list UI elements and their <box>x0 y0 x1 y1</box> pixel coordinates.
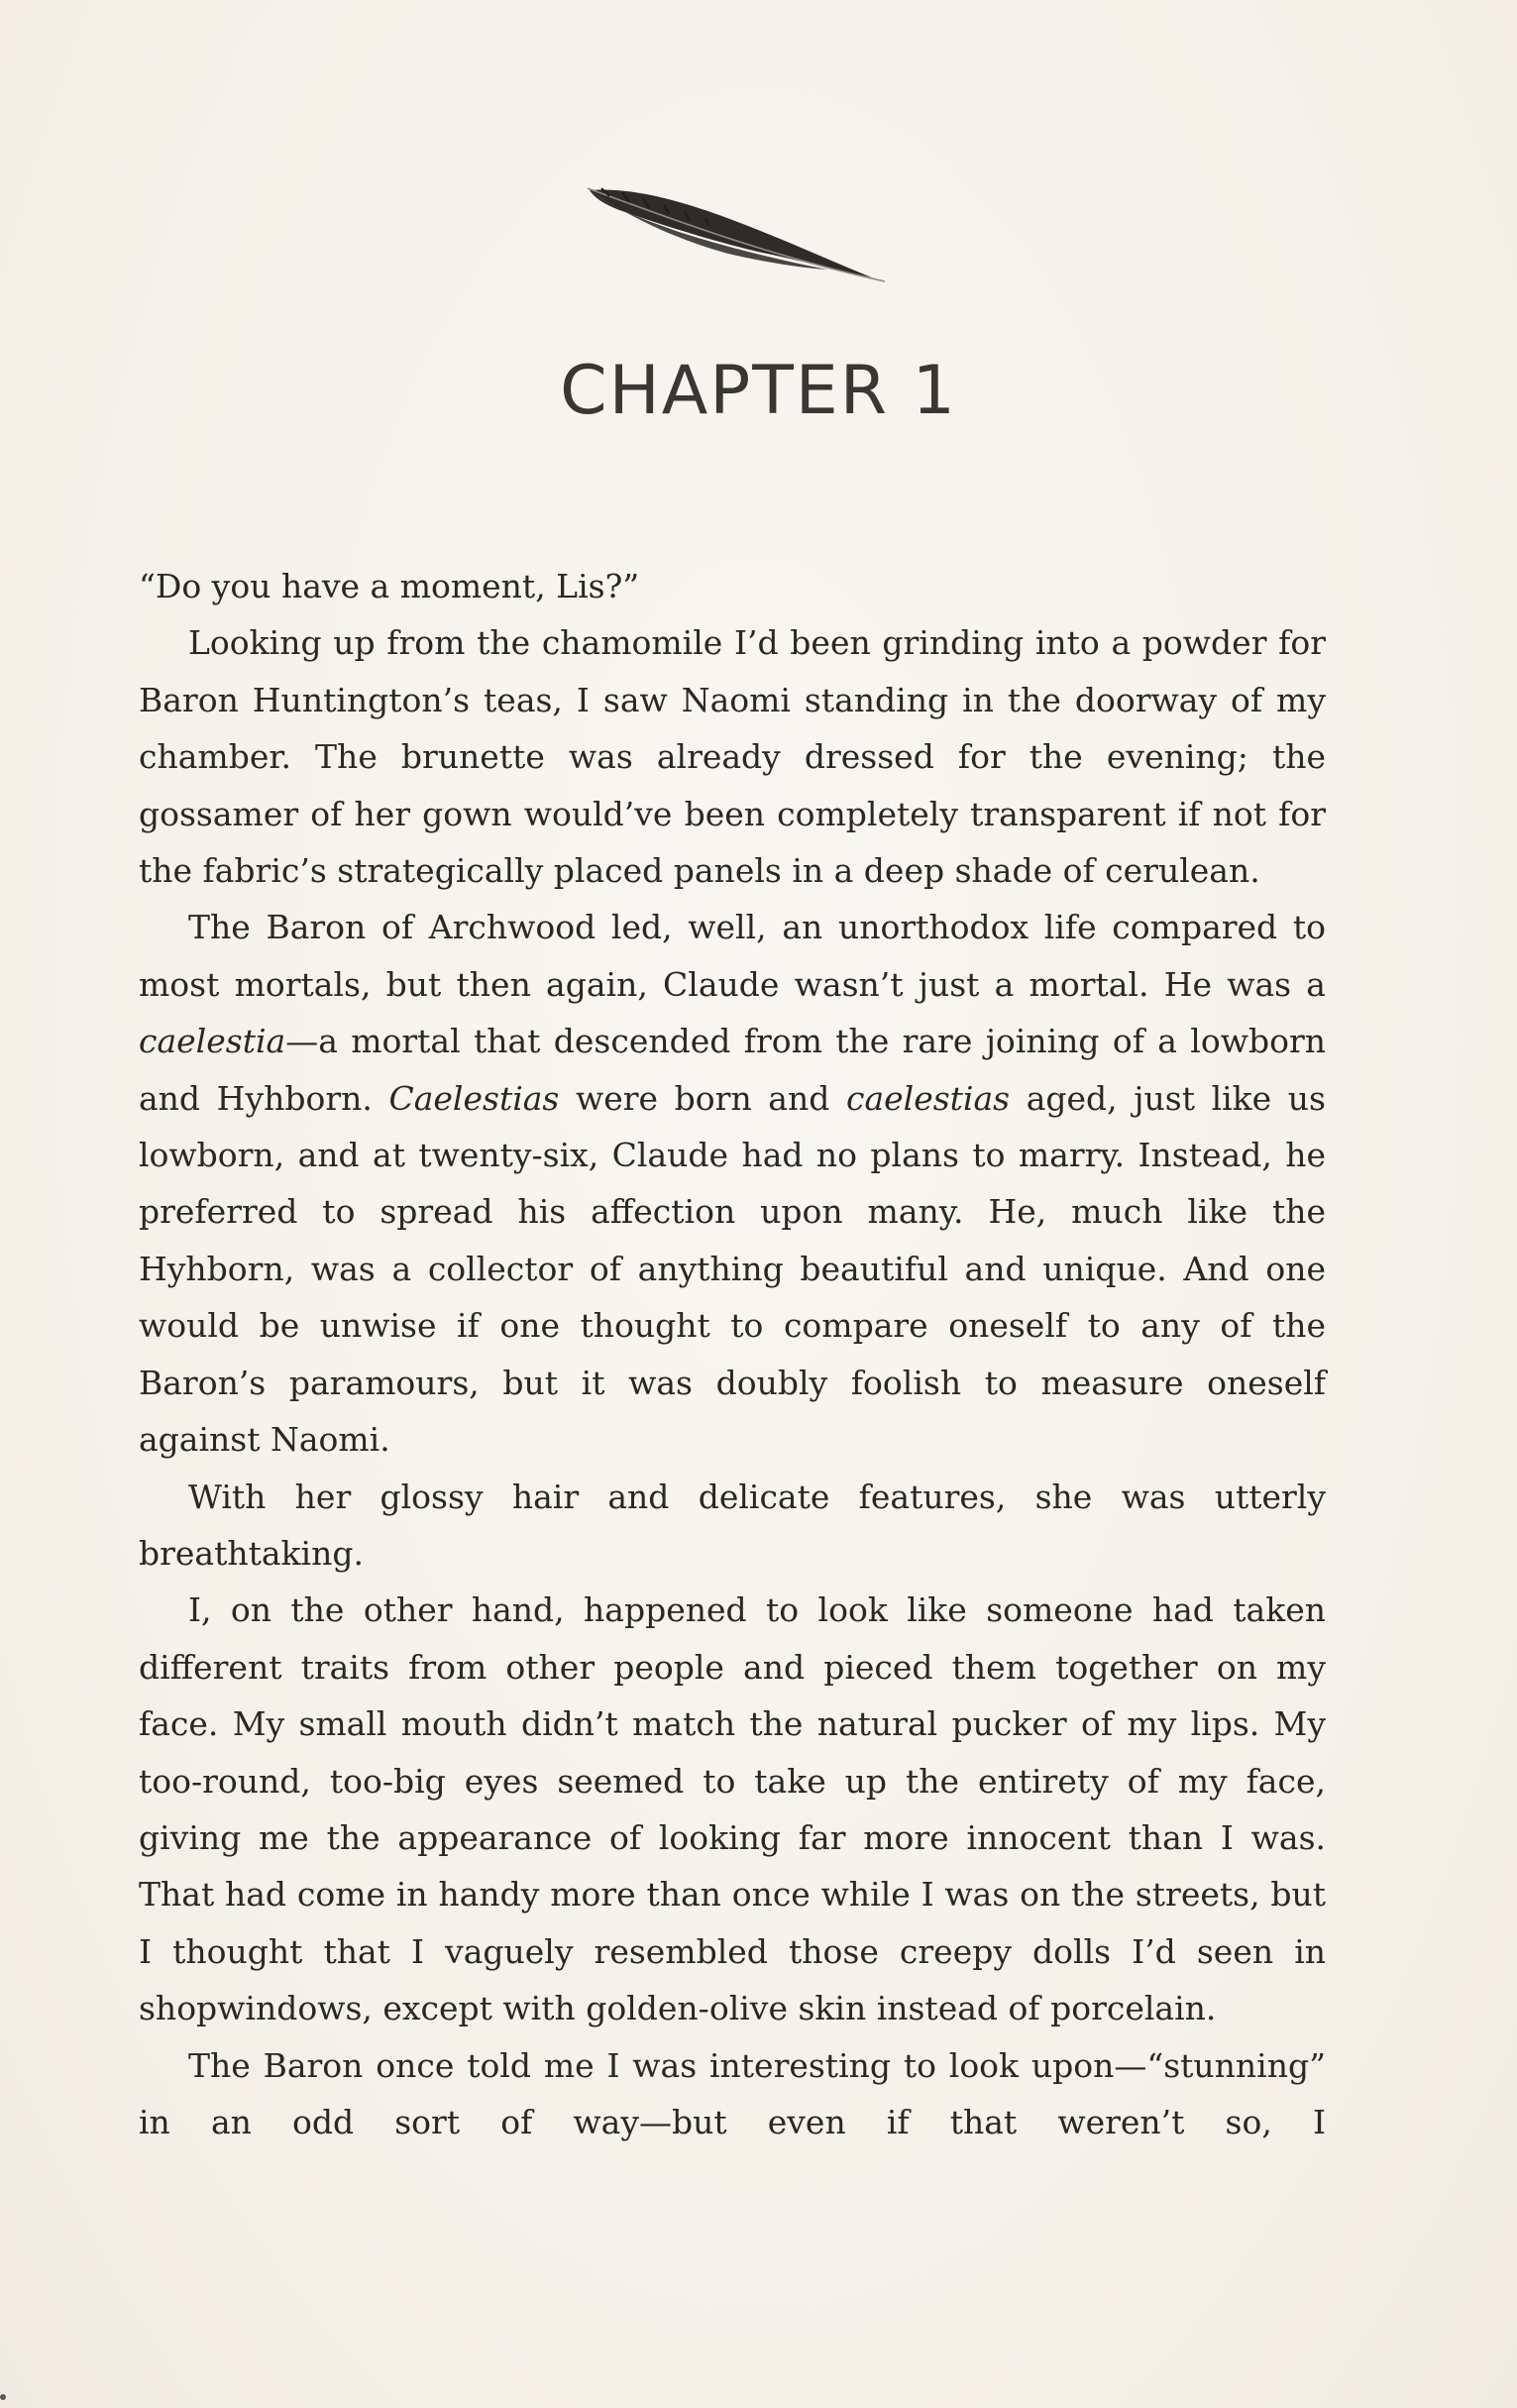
paragraph <box>139 558 1326 614</box>
text-run: I, on the other hand, happened to look like someone had taken different traits from other people and pieced them together on my face. My small mouth didn’t match the natural pucker of my lips. My too-round, too-big eyes seemed to take up the entirety of my face, giving me the appearance of looking far more innocent than I was. That had come in handy more than once while I was on the streets, but I thought that I vaguely resembled those creepy dolls I’d seen in shopwindows, except with golden-olive skin instead of porcelain. <box>139 1590 1326 2028</box>
text-run: were born and <box>559 1078 846 1118</box>
text-run: The Baron of Archwood led, well, an unorthodox life compared to most mortals, but then again, Claude wasn’t just a mortal. He was a <box>139 908 1326 1004</box>
italic-term: caelestia <box>139 1022 286 1061</box>
page-speck <box>0 2394 6 2400</box>
paragraph <box>139 2037 1326 2151</box>
text-run: The Baron once told me I was interesting to look upon—“stunning” in an odd sort of way—but even if that weren’t so, I <box>139 2045 1326 2141</box>
text-run: With her glossy hair and delicate features, she was utterly breathtaking. <box>139 1477 1326 1573</box>
paragraph <box>139 1582 1326 2036</box>
paragraph <box>139 1469 1326 1583</box>
body-text <box>139 558 1326 2150</box>
italic-term: caelestias <box>845 1078 1011 1118</box>
paragraph <box>139 899 1326 1468</box>
text-run: Looking up from the chamomile I’d been grinding into a powder for Baron Huntington’s teas, I saw Naomi standing in the doorway of my chamber. The brunette was already dressed for the evening; the gossamer of her gown would’ve been completely transparent if not for the fabric’s strategically placed panels in a deep shade of cerulean. <box>139 623 1326 891</box>
paragraph <box>139 614 1326 899</box>
italic-term: Caelestias <box>388 1078 560 1118</box>
text-run: aged, just like us lowborn, and at twenty-six, Claude had no plans to marry. Instead, he preferred to spread his affection upon many. He, much like the Hyhborn, was a collector of anything beautiful and unique. And one would be unwise if one thought to compare oneself to any of the Baron’s paramours, but it was doubly foolish to measure oneself against Naomi. <box>139 1078 1326 1460</box>
feather-ornament-icon <box>550 178 887 297</box>
chapter-title: CHAPTER 1 <box>560 352 957 430</box>
text-run: “Do you have a moment, Lis?” <box>139 567 640 605</box>
text-run: —a mortal that descended from the rare joining of a lowborn and Hyhborn. <box>139 1022 1326 1118</box>
